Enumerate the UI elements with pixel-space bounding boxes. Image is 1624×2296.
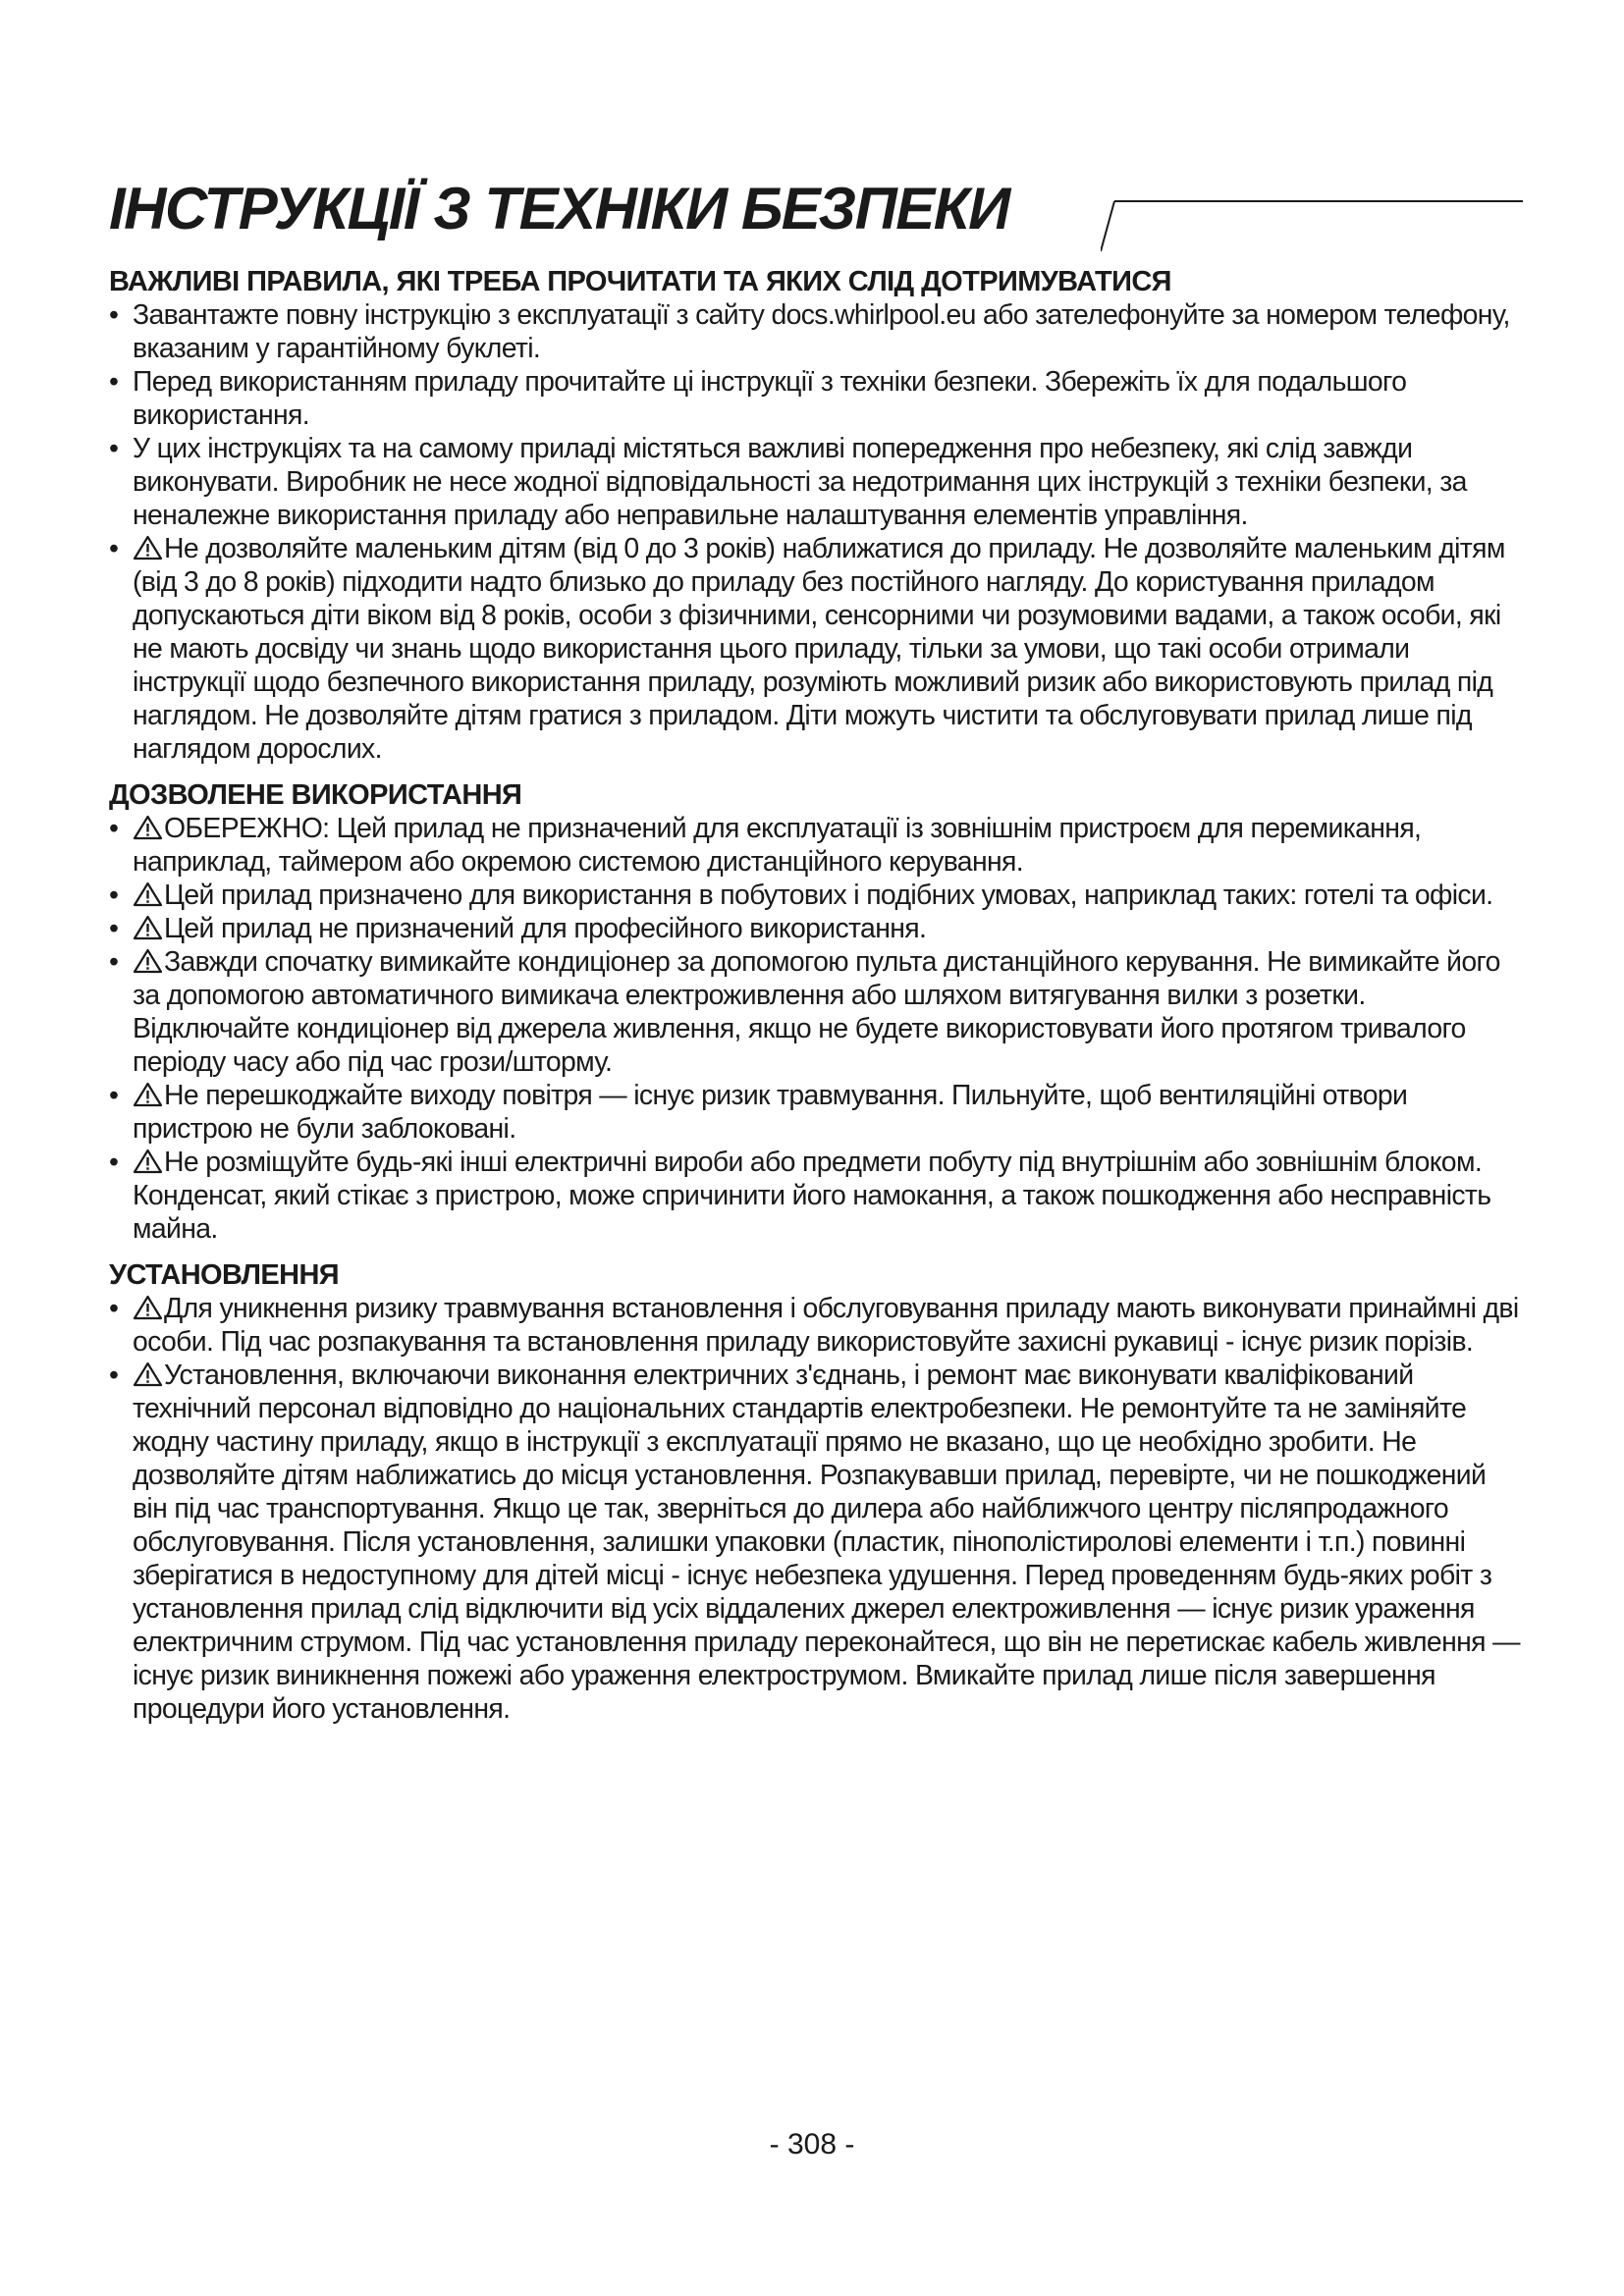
list-item-text: Установлення, включаючи виконання електричних з'єднань, і ремонт має виконувати кваліфікований технічний персонал відповідно до національних стандартів електробезпеки. Не ремонтуйте та не заміняйте жодну частину приладу, якщо в інструкції з експлуатації прямо не вказано, що це необхідно зробити. Не дозволяйте дітям наближатись до місця установлення. Розпакувавши прилад, перевірте, чи не пошкоджений він під час транспортування. Якщо це так, зверніться до дилера або найближчого центру післяпродажного обслуговування. Після установлення, залишки упаковки (пластик, пінополістиролові елементи і т.п.) повинні зберігатися в недоступному для дітей місці - існує небезпека удушення. Перед проведенням будь-яких робіт з установлення прилад слід відключити від усіх віддалених джерел електроживлення — існує ризик ураження електричним струмом. Під час установлення приладу переконайтеся, що він не перетискає кабель живлення — існує ризик виникнення пожежі або ураження електрострумом. Вмикайте прилад лише після завершення процедури його установлення. xyxy=(133,1360,1520,1725)
bullet-point: • xyxy=(109,433,119,464)
bullet-point: • xyxy=(109,913,119,944)
section-list-installation xyxy=(109,1292,1523,1726)
warning-triangle-icon xyxy=(133,948,163,974)
bullet-point: • xyxy=(109,813,119,844)
section-heading-important-rules: ВАЖЛИВІ ПРАВИЛА, ЯКІ ТРЕБА ПРОЧИТАТИ ТА ЯКИХ СЛІД ДОТРИМУВАТИСЯ xyxy=(109,266,1171,297)
list-item-text: Перед використанням приладу прочитайте ці інструкції з техніки безпеки. Збережіть їх для подальшого використання. xyxy=(133,366,1407,431)
warning-triangle-icon xyxy=(133,1082,163,1107)
bullet-point: • xyxy=(109,533,119,564)
list-item-text: Не дозволяйте маленьким дітям (від 0 до 3 років) наближатися до приладу. Не дозволяйте маленьким дітям (від 3 до 8 років) підходити надто близько до приладу без постійного нагляду. До користування приладом допускаються діти віком від 8 років, особи з фізичними, сенсорними чи розумовими вадами, а також особи, які не мають досвіду чи знань щодо використання цього приладу, тільки за умови, що такі особи отримали інструкції щодо безпечного використання приладу, розуміють можливий ризик або використовують прилад під наглядом. Не дозволяйте дітям гратися з приладом. Діти можуть чистити та обслуговувати прилад лише під наглядом дорослих. xyxy=(133,533,1505,765)
warning-triangle-icon xyxy=(133,535,163,561)
list-item xyxy=(109,365,1523,432)
list-item xyxy=(109,879,1523,912)
list-item-text: У цих інструкціях та на самому приладі містяться важливі попередження про небезпеку, які слід завжди виконувати. Виробник не несе жодної відповідальності за недотримання цих інструкцій з техніки безпеки, за неналежне використання приладу або неправильне налаштування елементів управління. xyxy=(133,433,1467,531)
list-item xyxy=(109,945,1523,1079)
list-item-text: Цей прилад призначено для використання в побутових і подібних умовах, наприклад таких: готелі та офіси. xyxy=(164,880,1493,911)
section-heading-installation: УСТАНОВЛЕННЯ xyxy=(109,1259,340,1291)
bullet-point: • xyxy=(109,1293,119,1324)
list-item xyxy=(109,1079,1523,1146)
list-item-text: Завантажте повну інструкцію з експлуатації з сайту docs.whirlpool.eu або зателефонуйте за номером телефону, вказаним у гарантійному буклеті. xyxy=(133,299,1510,364)
list-item xyxy=(109,532,1523,766)
warning-triangle-icon xyxy=(133,915,163,940)
list-item xyxy=(109,1359,1523,1726)
warning-triangle-icon xyxy=(133,881,163,907)
list-item-text: Завжди спочатку вимикайте кондиціонер за допомогою пульта дистанційного керування. Не вимикайте його за допомогою автоматичного вимикача електроживлення або шляхом витягування вилки з розетки. Відключайте кондиціонер від джерела живлення, якщо не будете використовувати його протягом тривалого періоду часу або під час грози/шторму. xyxy=(133,946,1500,1078)
bullet-point: • xyxy=(109,1080,119,1111)
title-underline-rule xyxy=(1101,175,1523,253)
bullet-point: • xyxy=(109,880,119,911)
warning-triangle-icon xyxy=(133,1362,163,1387)
bullet-point: • xyxy=(109,1360,119,1391)
title-block xyxy=(109,175,1523,253)
list-item xyxy=(109,912,1523,945)
warning-triangle-icon xyxy=(133,1148,163,1174)
bullet-point: • xyxy=(109,299,119,331)
list-item xyxy=(109,812,1523,879)
list-item xyxy=(109,432,1523,532)
section-list-permitted-use xyxy=(109,812,1523,1246)
section-list-important-rules xyxy=(109,298,1523,766)
list-item-text: ОБЕРЕЖНО: Цей прилад не призначений для експлуатації із зовнішнім пристроєм для перемикання, наприклад, таймером або окремою системою дистанційного керування. xyxy=(133,813,1422,878)
list-item-text: Не перешкоджайте виходу повітря — існує ризик травмування. Пильнуйте, щоб вентиляційні отвори пристрою не були заблоковані. xyxy=(133,1080,1408,1145)
bullet-point: • xyxy=(109,946,119,978)
list-item xyxy=(109,298,1523,365)
page-title: ІНСТРУКЦІЇ З ТЕХНІКИ БЕЗПЕКИ xyxy=(109,176,1009,241)
list-item-text: Для уникнення ризику травмування встановлення і обслуговування приладу мають виконувати принаймні дві особи. Під час розпакування та встановлення приладу використовуйте захисні рукавиці - існує ризик порізів. xyxy=(133,1293,1519,1358)
page-number: - 308 - xyxy=(769,2128,855,2161)
list-item xyxy=(109,1292,1523,1359)
bullet-point: • xyxy=(109,366,119,398)
warning-triangle-icon xyxy=(133,1295,163,1320)
warning-triangle-icon xyxy=(133,815,163,840)
bullet-point: • xyxy=(109,1147,119,1178)
section-heading-permitted-use: ДОЗВОЛЕНЕ ВИКОРИСТАННЯ xyxy=(109,779,522,811)
list-item xyxy=(109,1146,1523,1246)
list-item-text: Цей прилад не призначений для професійного використання. xyxy=(164,913,927,944)
content xyxy=(109,265,1523,1726)
list-item-text: Не розміщуйте будь-які інші електричні вироби або предмети побуту під внутрішнім або зовнішнім блоком. Конденсат, який стікає з пристрою, може спричинити його намокання, а також пошкодження або несправність майна. xyxy=(133,1147,1491,1245)
